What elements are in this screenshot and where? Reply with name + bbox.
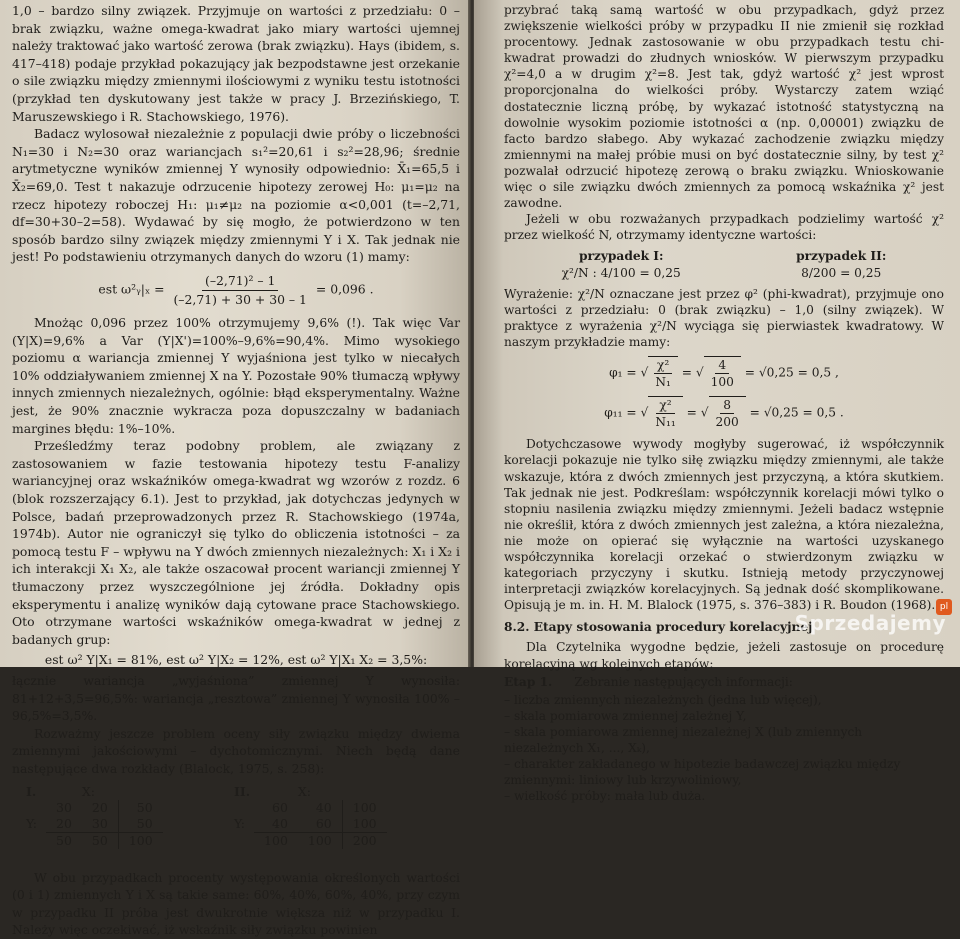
chi-ratio-cases bbox=[504, 248, 944, 280]
stage-1 bbox=[504, 674, 944, 690]
table1-total: 50 bbox=[82, 832, 118, 849]
omega-eq-lhs: est ω²ᵧ|ₓ = bbox=[98, 281, 165, 297]
stage-1-text: Zebranie następujących informacji: bbox=[574, 674, 793, 689]
right-paragraph-2: Jeżeli w obu rozważanych przypadkach podzielimy wartość χ² przez wielkość N, otrzymamy identyczne wartości: bbox=[504, 212, 944, 243]
case-i-value: 4/100 = 0,25 bbox=[600, 265, 681, 280]
table1-cell: 30 bbox=[82, 816, 118, 833]
list-item: – charakter zakładanego w hipotezie badawczej związku między zmiennymi: liniowy lub krzywoliniowy, bbox=[504, 757, 901, 788]
omega-eq-denominator: (–2,71) + 30 + 30 – 1 bbox=[173, 291, 307, 307]
case-ii-value: 8/200 = 0,25 bbox=[801, 265, 882, 280]
ratio-label: χ²/N : bbox=[561, 265, 597, 280]
left-paragraph-3: Mnożąc 0,096 przez 100% otrzymujemy 9,6% (!). Tak więc Var (Y|X)=9,6% a Var (Y|X')=100%–9,6%=90,4%. Mimo wysokiego poziomu α wariancja zmiennej Y wyjaśniona jest tylko w niecałych 10% oddziaływaniem zmiennej X na Y. Pozostałe 90% tłumaczą wpływy innych zmiennych niezależnych, ogólnie: błąd eksperymentalny. Ważne jest, że 90% znacznie wykracza poza dopuszczalny w badaniach margines błędu: 1%–10%. bbox=[12, 315, 460, 436]
case-ii bbox=[796, 248, 886, 280]
left-paragraph-6: Rozważmy jeszcze problem oceny siły związku między dwiema zmiennymi jakościowymi – dychotomicznymi. Niech będą dane następujące dwa rozkłady (Blalock, 1975, s. 258): bbox=[12, 725, 460, 776]
sqrt-icon: √ bbox=[640, 405, 649, 420]
omega-equation bbox=[12, 272, 460, 308]
sqrt-icon: √ bbox=[695, 365, 704, 380]
table1-total: 50 bbox=[46, 832, 82, 849]
phi1-radicand-2 bbox=[704, 356, 741, 390]
left-paragraph-1: 1,0 – bardzo silny związek. Przyjmuje on wartości z przedziału: 0 – brak związku, ważne omega-kwadrat jako miary wartości ujemnej należy traktować jako wartość zerowa (brak związku). Hays (ibidem, s. 417–418) podaje przykład pokazujący jak bezpodstawne jest orzekanie o sile związku między zmiennymi ilościowymi z wyniku testu istotności (przykład ten dyskutowany jest także w pracy J. Brzezińskiego, T. Maruszewskiego i R. Stachowskiego, 1976). bbox=[12, 3, 460, 124]
table2-cell: 40 bbox=[298, 800, 342, 816]
phi2-radicand bbox=[648, 396, 682, 430]
case-i bbox=[562, 248, 681, 280]
table1-y-label: Y: bbox=[26, 815, 37, 831]
table1-cell: 20 bbox=[56, 815, 72, 831]
phi1-num: χ² bbox=[654, 357, 672, 374]
watermark-text: Sprzedajemy bbox=[794, 611, 946, 635]
table1-label: I. bbox=[26, 783, 37, 799]
left-page bbox=[0, 0, 470, 938]
table2-total: 100 bbox=[254, 832, 298, 849]
phi1-den: N₁ bbox=[655, 375, 671, 390]
case-i-heading: przypadek I: bbox=[578, 249, 664, 264]
section-heading: 8.2. Etapy stosowania procedury korelacyjnej bbox=[504, 620, 813, 635]
phi2-radicand-2 bbox=[709, 396, 746, 430]
list-item: – liczba zmiennych niezależnych (jedna lub więcej), bbox=[504, 692, 822, 707]
table2-cell: 60 bbox=[298, 816, 342, 833]
phi-equation-2 bbox=[504, 396, 944, 430]
sqrt-icon: √ bbox=[700, 405, 709, 420]
table1-x-label: X: bbox=[81, 783, 96, 799]
right-paragraph-3: Wyrażenie: χ²/N oznaczane jest przez φ² (phi-kwadrat), przyjmuje ono wartości z przedziału: 0 (brak związku) – 1,0 (silny związek). W praktyce z wyrażenia χ²/N wyciąga się pierwiastek kwadratowy. W naszym przykładzie mamy: bbox=[504, 286, 944, 349]
phi2-num2: 8 bbox=[720, 397, 734, 414]
phi1-radicand bbox=[648, 356, 678, 390]
list-item: – wielkość próby: mała lub duża. bbox=[504, 789, 706, 804]
right-paragraph-5: Dla Czytelnika wygodne będzie, jeżeli zastosuje on procedurę korelacyjną wg kolejnych etapów: bbox=[504, 640, 944, 671]
table2-cell: 100 bbox=[352, 799, 377, 815]
watermark-icon: pl bbox=[936, 599, 952, 615]
right-paragraph-1: przybrać taką samą wartość w obu przypadkach, gdyż przez zwiększenie wielkości próby w przypadku II nie zmienił się rozkład procentowy. Jednak zastosowanie w obu przypadkach testu chi-kwadrat prowadzi do złudnych wniosków. W pierwszym przypadku χ²=4,0 a w drugim χ²=8. Jest tak, gdyż wartość χ² jest wprost proporcjonalna do wielkości próby. Wystarczy zatem wziąć dostatecznie liczną próbę, by wykazać istotność statystyczną na dowolnie wysokim poziomie istotności α (np. 0,00001) związku de facto bardzo słabego. Aby wykazać zachodzenie związku między zmiennymi na małej próbie musi on być dostatecznie silny, by test χ² pozwalał odrzucić hipotezę zerową o braku związku. Wnioskowanie więc o sile związku dwóch zmiennych za pomocą wskaźnika χ² jest zawodne. bbox=[504, 3, 944, 211]
table2-total: 200 bbox=[342, 832, 386, 849]
phi1-lhs: φ₁ = bbox=[609, 365, 637, 380]
list-item: – skala pomiarowa zmiennej niezależnej X (lub zmiennych niezależnych X₁, ..., Xₖ), bbox=[504, 724, 863, 756]
omega-eq-rhs: = 0,096 . bbox=[315, 281, 374, 297]
left-paragraph-2: Badacz wylosował niezależnie z populacji dwie próby o liczebności N₁=30 i N₂=30 oraz wariancjach s₁²=20,61 i s₂²=28,96; średnie arytmetyczne wyników zmiennej Y wynosiły odpowiednio: X̄₁=65,5 i X̄₂=69,0. Test t nakazuje odrzucenie hipotezy zerowej H₀: μ₁=μ₂ na rzecz hipotezy roboczej H₁: μ₁≠μ₂ na poziomie α<0,001 (t=–2,71, df=30+30–2=58). Wydawać by się mogło, że potwierdzono w ten sposób bardzo silny związek między zmiennymi Y i X. Tak jednak nie jest! Po podstawieniu otrzymanych danych do wzoru (1) mamy: bbox=[12, 126, 460, 265]
phi1-result: = √0,25 = 0,5 , bbox=[744, 365, 839, 380]
contingency-table-2 bbox=[234, 784, 387, 849]
omega-values-equation: est ω² Y|X₁ = 81%, est ω² Y|X₂ = 12%, est ω² Y|X₁ X₂ = 3,5%: bbox=[44, 652, 428, 668]
sqrt-icon: √ bbox=[640, 365, 649, 380]
contingency-tables bbox=[12, 784, 460, 869]
table2-total: 100 bbox=[298, 832, 342, 849]
table1-cell: 20 bbox=[82, 800, 118, 816]
omega-eq-fraction bbox=[170, 272, 309, 308]
stage-1-list bbox=[504, 692, 944, 805]
right-paragraph-4: Dotychczasowe wywody mogłyby sugerować, iż współczynnik korelacji pokazuje nie tylko siłę związku między zmiennymi, ale także wskazuje, która z dwóch zmiennych jest przyczyną, a która skutkiem. Tak jednak nie jest. Podkreślam: współczynnik korelacji mówi tylko o stopniu nasilenia związku między zmiennymi. Jeżeli badacz wstępnie nie określił, która z dwóch zmiennych jest zależna, a która niezależna, nie może on opierać się wyłącznie na wartości uzyskanego współczynnika korelacji orzekać o stwierdzonym związku w kategoriach przyczyny i skutku. Istnieją metody przyczynowej interpretacji związków korelacyjnych. Są jednak dość skomplikowane. Opisują je m. in. H. M. Blalock (1975, s. 376–383) i R. Boudon (1968). bbox=[504, 437, 944, 613]
table2-y-label: Y: bbox=[234, 815, 245, 831]
phi1-den2: 100 bbox=[710, 375, 734, 390]
phi1-num2: 4 bbox=[715, 357, 729, 374]
left-paragraph-7: W obu przypadkach procenty występowania określonych wartości (0 i 1) zmiennych Y i X są takie same: 60%, 40%, 60%, 40%, przy czym w przypadku II próba jest dwukrotnie większa niż w przypadku I. Należy więc oczekiwać, iż wskaźnik siły związku powinien bbox=[12, 869, 460, 938]
table1-total: 100 bbox=[118, 832, 162, 849]
phi2-result: = √0,25 = 0,5 . bbox=[749, 405, 844, 420]
left-paragraph-5: łącznie wariancja „wyjaśniona” zmiennej Y wynosiła: 81+12+3,5=96,5%: wariancja „resztowa” zmiennej Y wynosiła 100% – 96,5%=3,5%. bbox=[12, 672, 460, 724]
table2-cell: 40 bbox=[272, 815, 288, 831]
table1-cell: 50 bbox=[136, 815, 153, 831]
table2-cell: 60 bbox=[272, 799, 288, 815]
table2-x-label: X: bbox=[297, 783, 312, 799]
table1-cell: 50 bbox=[136, 799, 153, 815]
phi2-lhs: φ₁₁ = bbox=[604, 405, 637, 420]
table2-cell: 100 bbox=[352, 815, 377, 831]
right-page bbox=[474, 0, 960, 804]
omega-eq-numerator: (–2,71)² – 1 bbox=[202, 272, 278, 291]
table1-cell: 30 bbox=[56, 799, 72, 815]
phi1-equals: = bbox=[681, 365, 692, 380]
case-ii-heading: przypadek II: bbox=[796, 249, 887, 264]
table2-label: II. bbox=[234, 783, 251, 799]
phi2-num: χ² bbox=[656, 397, 674, 414]
phi2-den: N₁₁ bbox=[655, 415, 676, 430]
list-item: – skala pomiarowa zmiennej zależnej Y, bbox=[504, 708, 747, 723]
phi2-den2: 200 bbox=[715, 415, 739, 430]
phi-equation-1 bbox=[504, 356, 944, 390]
contingency-table-1 bbox=[26, 784, 163, 849]
phi2-equals: = bbox=[686, 405, 697, 420]
stage-1-label: Etap 1. bbox=[504, 674, 553, 689]
left-paragraph-4: Prześledźmy teraz podobny problem, ale związany z zastosowaniem w fazie testowania hipotezy testu F-analizy wariancyjnej oraz wskaźników omega-kwadrat wg wzorów z rozdz. 6 (blok rozszerzający 6.1). Jest to przykład, jak dotychczas jedynych w Polsce, badań przeprowadzonych przez R. Stachowskiego (1974a, 1974b). Autor nie ograniczył się tylko do obliczenia istotności – za pomocą testu F – wpływu na Y dwóch zmiennych niezależnych: X₁ i X₂ i ich interakcji X₁ X₂, ale także oszacował procent wariancji zmiennej Y tłumaczony przez wyszczególnione jej źródła. Dokładny opis eksperymentu i analizę wyników dają cytowane prace Stachowskiego. Oto otrzymane wartości wskaźników omega-kwadrat w jednej z badanych grup: bbox=[12, 438, 460, 647]
